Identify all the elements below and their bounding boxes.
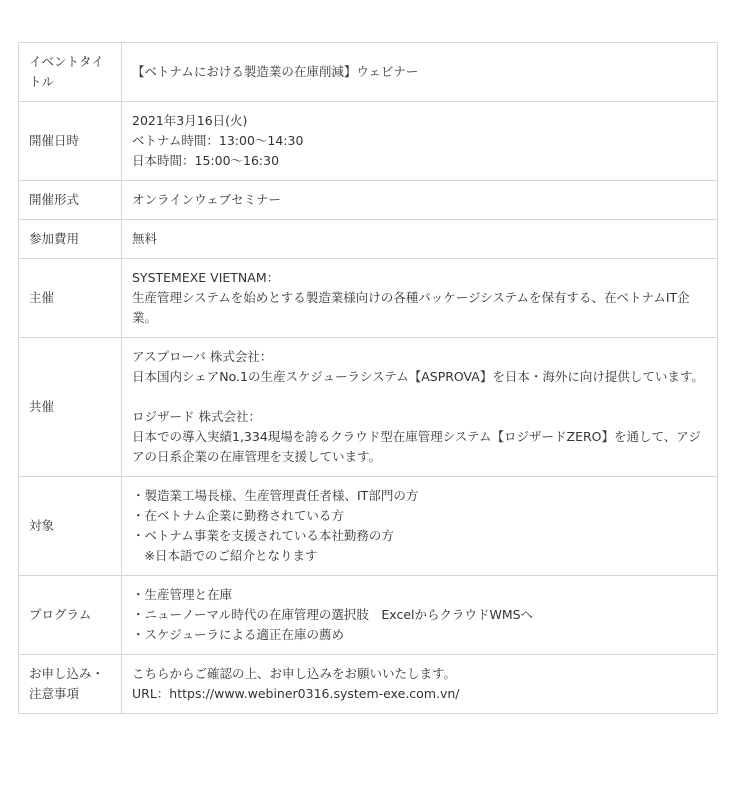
value-line: アスプローバ 株式会社： — [132, 349, 273, 364]
row-value — [122, 477, 718, 576]
application-url[interactable]: URL：https://www.webiner0316.system-exe.com.vn/ — [132, 686, 460, 701]
row-label: イベントタイトル — [19, 43, 122, 102]
row-label: お申し込み・注意事項 — [19, 655, 122, 714]
row-event-title — [19, 43, 718, 102]
row-value — [122, 259, 718, 338]
value-line: オンラインウェブセミナー — [132, 192, 282, 207]
value-line: SYSTEMEXE VIETNAM： — [132, 270, 280, 285]
value-line: 日本での導入実績1,334現場を誇るクラウド型在庫管理システム【ロジザードZERO】を通して、アジアの日系企業の在庫管理を支援しています。 — [132, 429, 701, 464]
row-label: プログラム — [19, 576, 122, 655]
value-line: ・製造業工場長様、生産管理責任者様、IT部門の方 — [132, 488, 419, 503]
row-datetime — [19, 102, 718, 181]
row-label: 共催 — [19, 338, 122, 477]
row-program — [19, 576, 718, 655]
row-label: 開催日時 — [19, 102, 122, 181]
event-info-table — [18, 42, 718, 714]
row-co-organizer — [19, 338, 718, 477]
value-line: 【ベトナムにおける製造業の在庫削減】ウェビナー — [132, 64, 419, 79]
value-line: 2021年3月16日(火) — [132, 113, 248, 128]
value-line: 生産管理システムを始めとする製造業様向けの各種パッケージシステムを保有する、在ベトナムIT企業。 — [132, 290, 690, 325]
blank-line — [132, 387, 709, 407]
event-info-table-container — [18, 42, 718, 714]
row-value — [122, 655, 718, 714]
row-format — [19, 181, 718, 220]
row-value — [122, 43, 718, 102]
value-line: 無料 — [132, 231, 158, 246]
value-line: ・ニューノーマル時代の在庫管理の選択肢 ExcelからクラウドWMSへ — [132, 607, 534, 622]
value-line: 日本時間：15:00〜16:30 — [132, 153, 280, 168]
row-label: 対象 — [19, 477, 122, 576]
value-line: ・在ベトナム企業に勤務されている方 — [132, 508, 344, 523]
row-label: 参加費用 — [19, 220, 122, 259]
row-value — [122, 220, 718, 259]
row-value — [122, 576, 718, 655]
row-application — [19, 655, 718, 714]
value-line: ・生産管理と在庫 — [132, 587, 233, 602]
row-value — [122, 102, 718, 181]
row-fee — [19, 220, 718, 259]
value-line: 日本国内シェアNo.1の生産スケジューラシステム【ASPROVA】を日本・海外に向け提供しています。 — [132, 369, 704, 384]
value-line: ・スケジューラによる適正在庫の薦め — [132, 627, 345, 642]
row-value — [122, 338, 718, 477]
value-line: ・ベトナム事業を支援されている本社勤務の方 — [132, 528, 394, 543]
row-label: 主催 — [19, 259, 122, 338]
row-value — [122, 181, 718, 220]
row-organizer — [19, 259, 718, 338]
row-label: 開催形式 — [19, 181, 122, 220]
value-line: ロジザード 株式会社： — [132, 409, 261, 424]
value-line: こちらからご確認の上、お申し込みをお願いいたします。 — [132, 666, 457, 681]
value-line: ベトナム時間：13:00〜14:30 — [132, 133, 304, 148]
row-target — [19, 477, 718, 576]
value-line: ※日本語でのご紹介となります — [132, 548, 318, 563]
